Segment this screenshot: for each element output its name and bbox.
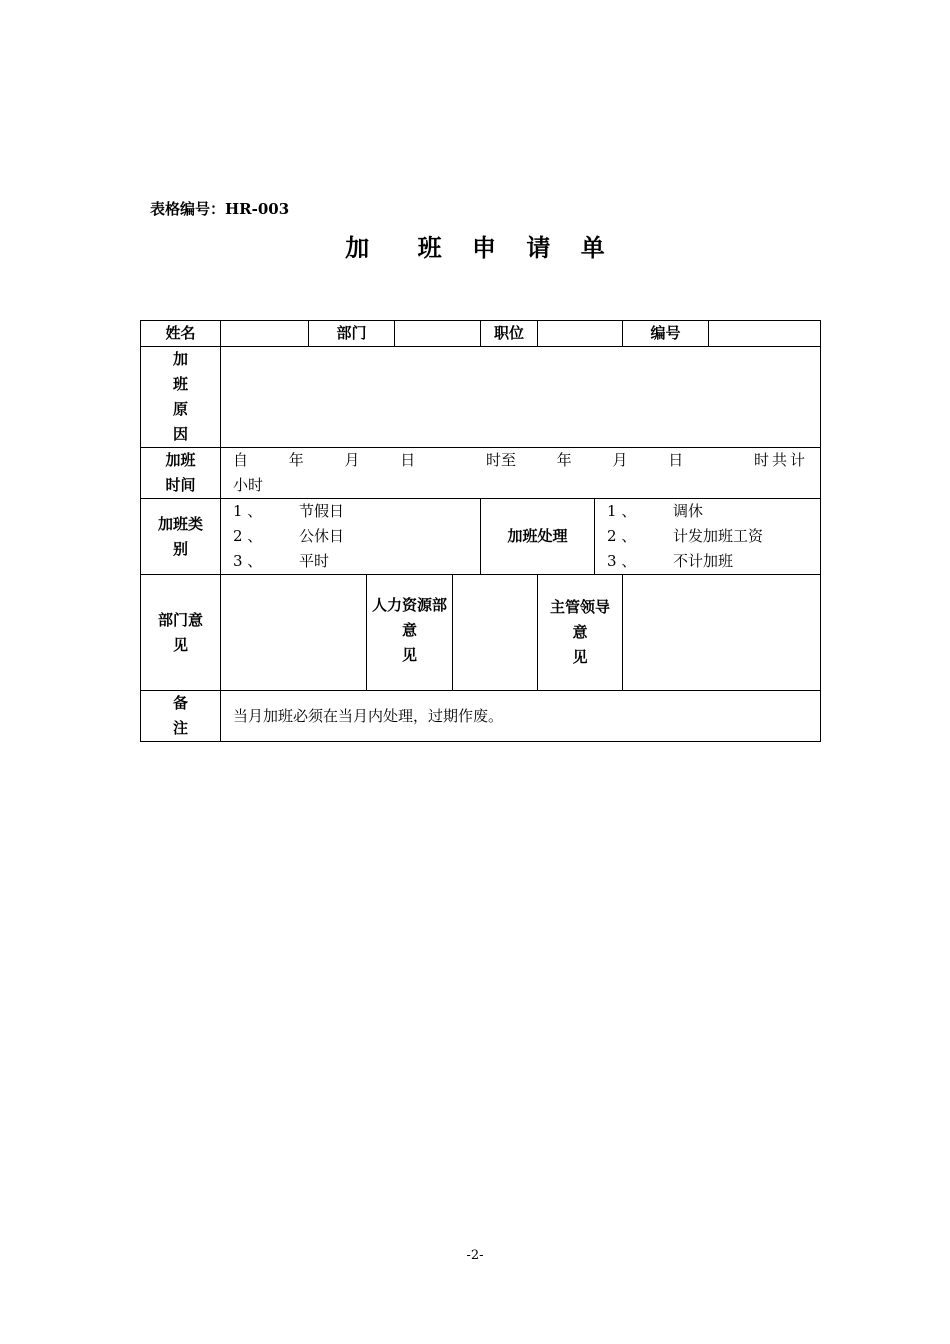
position-label: 职位	[481, 321, 538, 347]
position-field[interactable]	[538, 321, 623, 347]
time-token: 时至	[486, 451, 517, 469]
handling-option[interactable]: 3 、 不计加班	[607, 552, 734, 570]
reason-label-char: 原	[172, 400, 188, 418]
title-char: 申	[472, 233, 496, 262]
basic-info-row	[141, 321, 821, 347]
category-label	[141, 499, 221, 575]
hr-opinion-label-line: 人力资源部	[372, 596, 448, 614]
dept-opinion-label-top: 部门意	[157, 610, 203, 629]
time-row	[141, 448, 821, 499]
dept-opinion-label	[141, 575, 221, 691]
title-char: 单	[580, 233, 605, 262]
manager-opinion-label	[538, 575, 623, 691]
time-token: 年	[288, 451, 304, 469]
category-option[interactable]: 1 、 节假日	[233, 502, 345, 520]
dept-opinion-label-bottom: 见	[172, 635, 188, 654]
hr-opinion-label-line: 见	[402, 646, 418, 664]
category-row	[141, 499, 821, 575]
title-char: 加	[345, 233, 370, 262]
reason-label-char: 因	[172, 425, 188, 443]
category-label-top: 加班类	[157, 514, 203, 533]
time-token: 月	[344, 451, 360, 469]
manager-opinion-label-line: 意	[572, 623, 588, 641]
time-token: 年	[556, 451, 572, 469]
time-token: 时共计	[754, 451, 809, 469]
page-number: -2-	[466, 1248, 484, 1263]
hr-opinion-label-line: 意	[402, 621, 418, 639]
time-token: 日	[400, 451, 416, 469]
time-label-bottom: 时间	[165, 476, 196, 494]
manager-opinion-field[interactable]	[623, 575, 821, 691]
title-char: 班	[417, 233, 442, 262]
handling-label: 加班处理	[481, 499, 595, 575]
reason-label-char: 班	[172, 375, 188, 393]
time-token: 自	[233, 451, 249, 469]
dept-field[interactable]	[395, 321, 481, 347]
name-label: 姓名	[141, 321, 221, 347]
remark-text: 当月加班必须在当月内处理，过期作废。	[221, 691, 821, 742]
form-code: 表格编号：HR-003	[150, 200, 290, 218]
category-option[interactable]: 2 、 公休日	[233, 527, 345, 545]
manager-opinion-label-line: 见	[572, 648, 588, 666]
title-char: 请	[526, 233, 551, 262]
reason-label	[141, 347, 221, 448]
time-label-top: 加班	[165, 451, 196, 469]
time-second-line: 小时	[233, 476, 264, 494]
category-label-bottom: 别	[172, 539, 188, 558]
reason-row	[141, 347, 821, 448]
time-token: 月	[612, 451, 628, 469]
number-label: 编号	[623, 321, 709, 347]
remark-label	[141, 691, 221, 742]
opinions-row	[141, 575, 821, 691]
manager-opinion-label-line: 主管领导	[550, 598, 611, 616]
form-title	[0, 228, 950, 263]
overtime-form-table	[140, 320, 821, 742]
dept-label: 部门	[309, 321, 395, 347]
handling-option[interactable]: 1 、 调休	[607, 502, 704, 520]
handling-option[interactable]: 2 、 计发加班工资	[607, 527, 764, 545]
time-field[interactable]	[221, 448, 821, 499]
name-field[interactable]	[221, 321, 309, 347]
dept-opinion-field[interactable]	[221, 575, 367, 691]
remark-label-top: 备	[172, 694, 188, 712]
time-line	[233, 448, 820, 473]
remark-label-bottom: 注	[172, 719, 188, 737]
remark-row	[141, 691, 821, 742]
time-label	[141, 448, 221, 499]
category-options[interactable]	[221, 499, 481, 575]
reason-label-char: 加	[172, 350, 188, 368]
time-token: 日	[668, 451, 684, 469]
reason-field[interactable]	[221, 347, 821, 448]
category-option[interactable]: 3 、 平时	[233, 552, 330, 570]
number-field[interactable]	[709, 321, 821, 347]
hr-opinion-label	[367, 575, 453, 691]
handling-options[interactable]	[595, 499, 821, 575]
hr-opinion-field[interactable]	[453, 575, 538, 691]
